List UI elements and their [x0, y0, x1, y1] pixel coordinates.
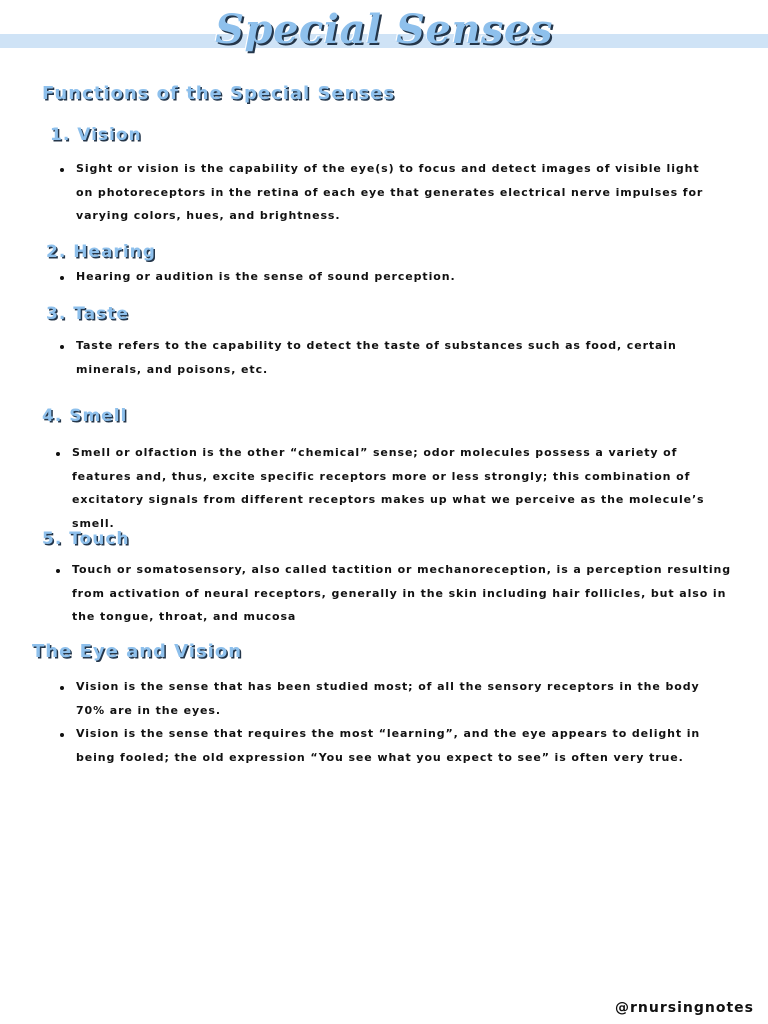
bullet-item: Smell or olfaction is the other “chemical” sense; odor molecules possess a variety of features and, thus, excite specific receptors more or less strongly; this combination of excitatory signals from different receptors makes up what we perceive as the molecule’s smell. — [72, 441, 732, 535]
bullet-item: Vision is the sense that has been studied most; of all the sensory receptors in the body 70% are in the eyes. — [76, 675, 706, 722]
functions-heading: Functions of the Special Senses — [42, 83, 396, 104]
bullet-item: Sight or vision is the capability of the eye(s) to focus and detect images of visible light on photoreceptors in the retina of each eye that generates electrical nerve impulses for varying colors, hues, and brightness. — [76, 157, 716, 228]
hearing-bullets — [76, 265, 716, 289]
section-heading-smell: 4. Smell — [42, 406, 128, 426]
vision-bullets — [76, 157, 716, 228]
touch-bullets — [72, 558, 738, 629]
smell-bullets — [72, 441, 732, 535]
section-heading-hearing: 2. Hearing — [46, 242, 156, 262]
bullet-item: Hearing or audition is the sense of sound perception. — [76, 265, 716, 289]
taste-bullets — [76, 334, 726, 381]
bullet-item: Vision is the sense that requires the most “learning”, and the eye appears to delight in being fooled; the old expression “You see what you expect to see” is often very true. — [76, 722, 706, 769]
bullet-item: Taste refers to the capability to detect the taste of substances such as food, certain minerals, and poisons, etc. — [76, 334, 726, 381]
section-heading-taste: 3. Taste — [46, 304, 129, 324]
eye-vision-bullets — [76, 675, 706, 769]
eye-vision-heading: The Eye and Vision — [32, 641, 243, 662]
bullet-item: Touch or somatosensory, also called tactition or mechanoreception, is a perception resulting from activation of neural receptors, generally in the skin including hair follicles, but also in the tongue, throat, and mucosa — [72, 558, 738, 629]
section-heading-vision: 1. Vision — [50, 125, 142, 145]
section-heading-touch: 5. Touch — [42, 529, 130, 549]
page-title: Special Senses — [215, 6, 553, 53]
author-handle: @rnursingnotes — [615, 1000, 754, 1016]
